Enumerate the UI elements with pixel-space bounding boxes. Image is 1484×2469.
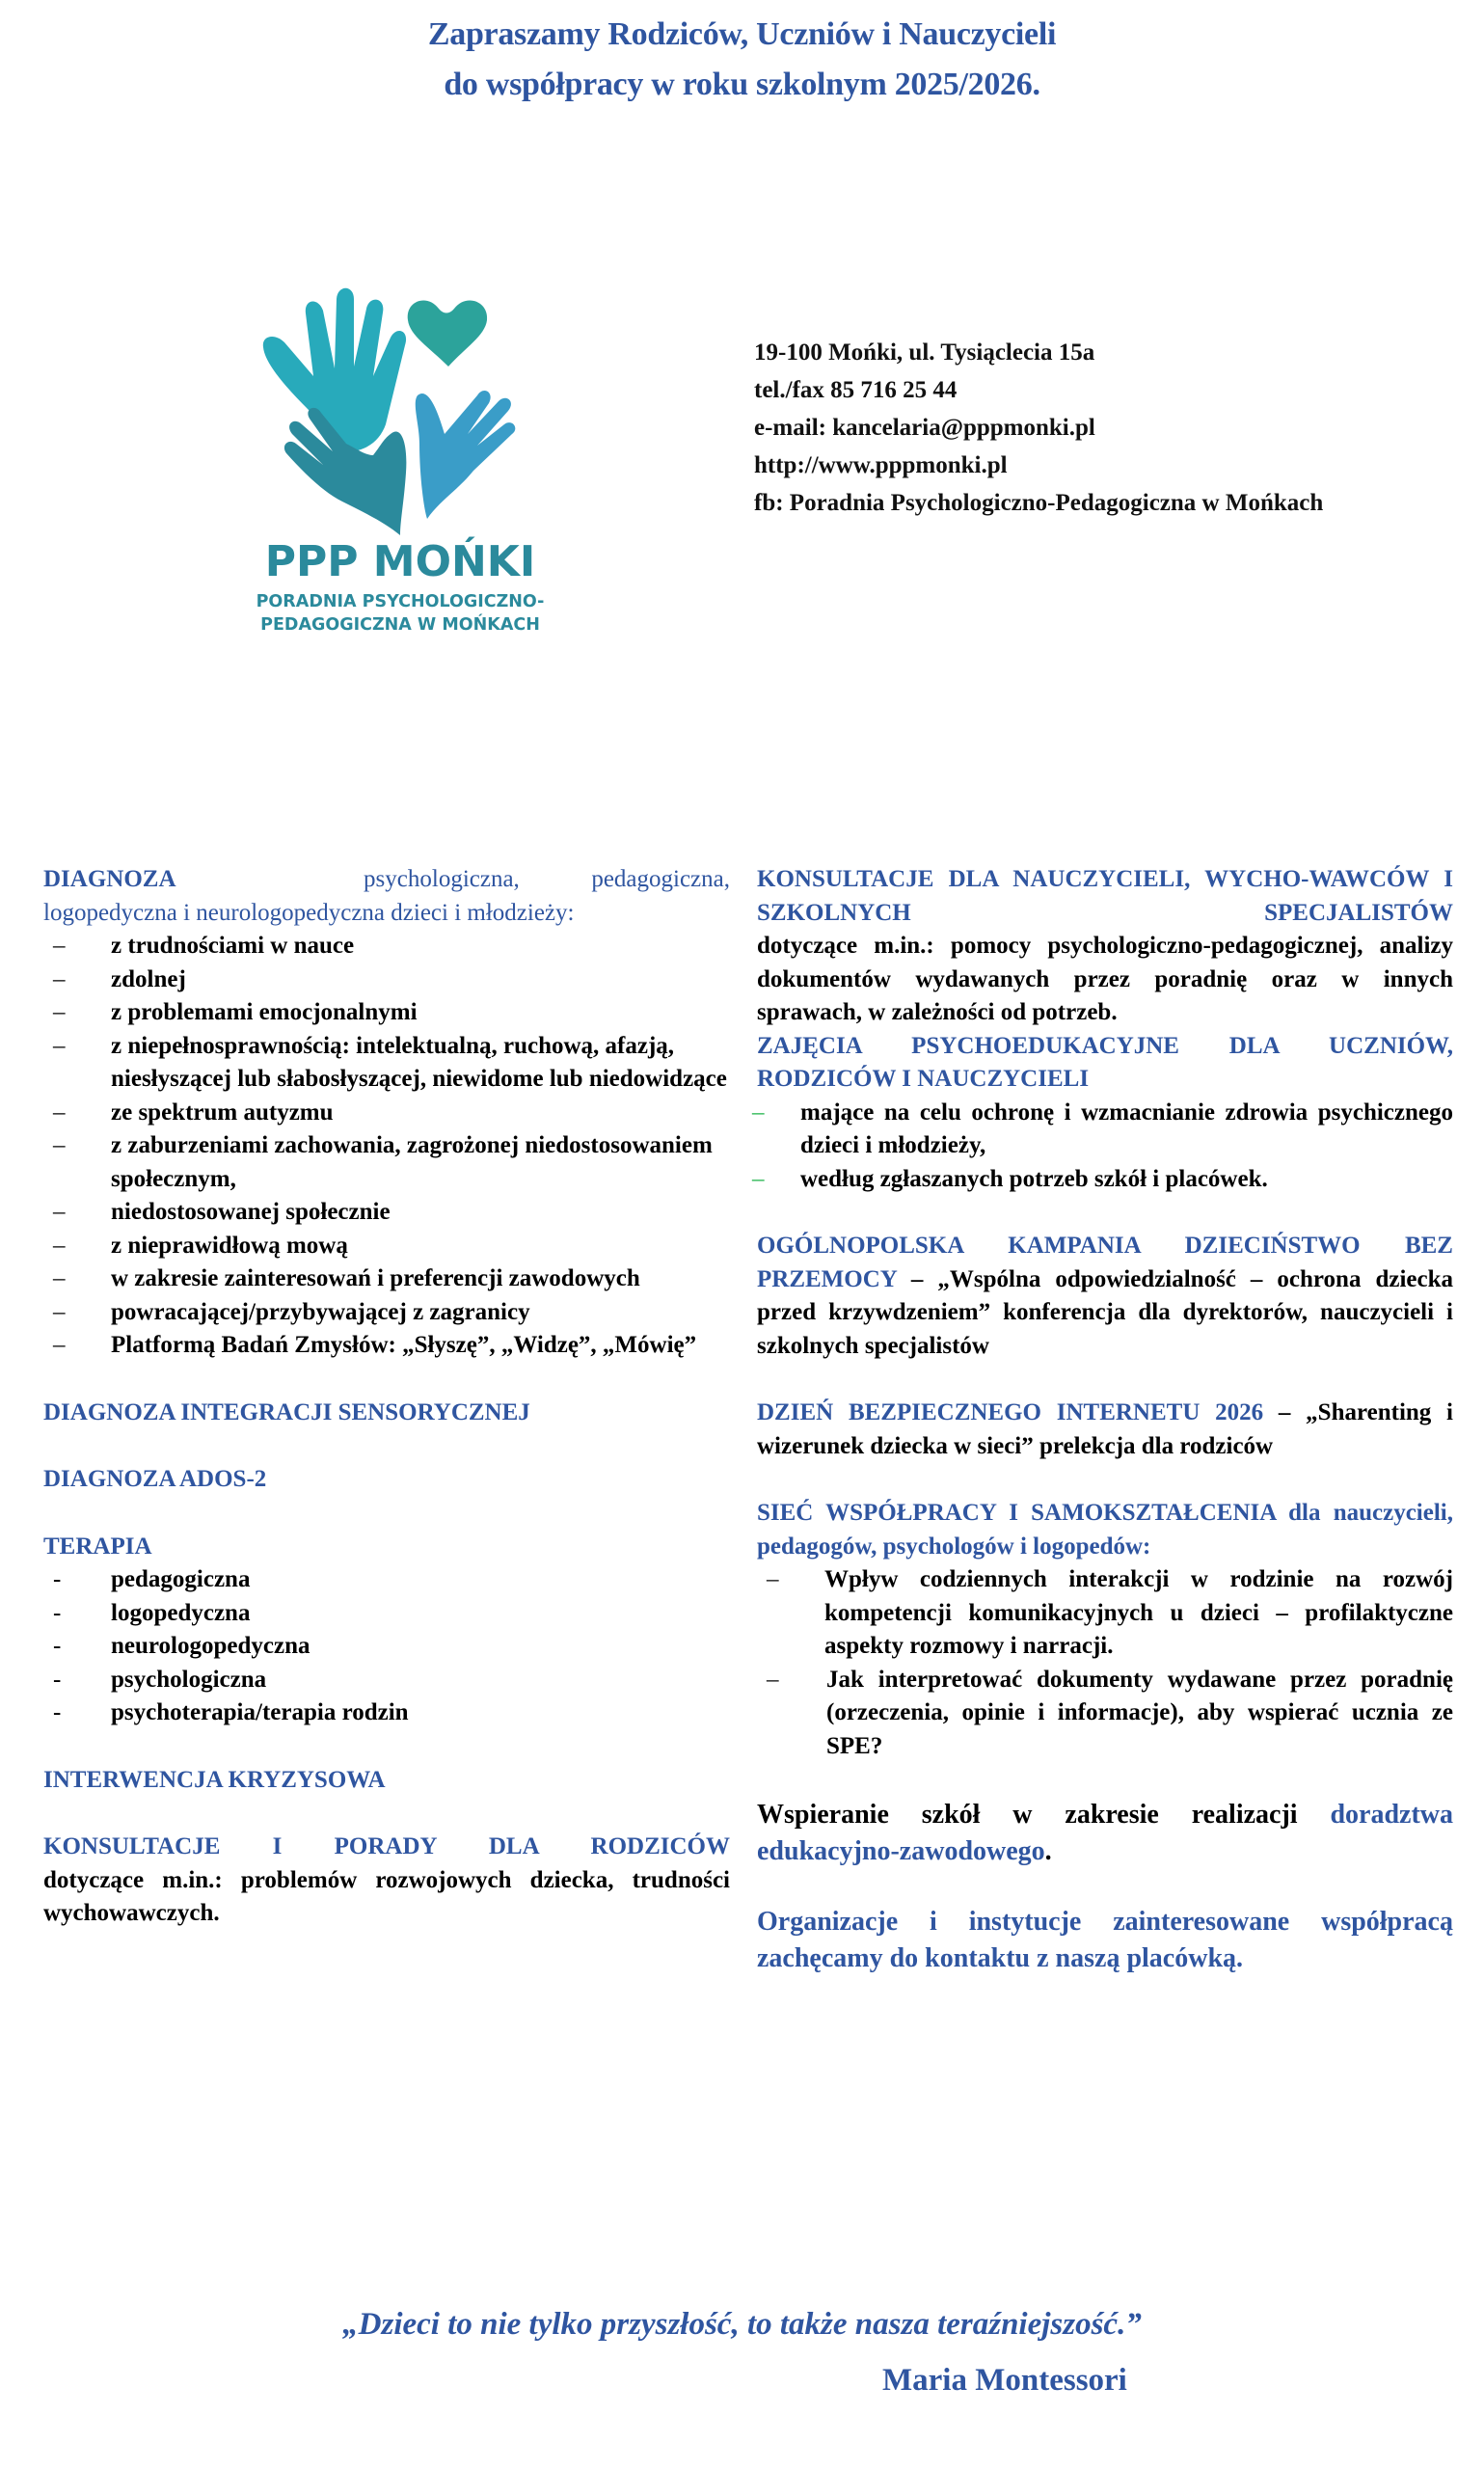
network-list xyxy=(757,1563,1453,1763)
right-column xyxy=(752,863,1453,1977)
network-heading: SIEĆ WSPÓŁPRACY I SAMOKSZTAŁCENIA xyxy=(757,1500,1276,1526)
career-end: . xyxy=(1044,1836,1052,1866)
contact-website[interactable]: http://www.pppmonki.pl xyxy=(754,452,1008,478)
list-item: – ze spektrum autyzmu xyxy=(53,1099,334,1126)
list-item: – według zgłaszanych potrzeb szkół i placówek. xyxy=(752,1165,1268,1192)
quote-author: Maria Montessori xyxy=(882,2363,1127,2398)
heart-icon xyxy=(408,300,487,366)
list-item: – niedostosowanej społecznie xyxy=(53,1199,391,1225)
page-title xyxy=(0,10,1484,110)
network-paragraph xyxy=(757,1497,1453,1563)
list-item: – z nieprawidłową mową xyxy=(53,1232,348,1259)
left-column xyxy=(43,863,730,1931)
campaign-heading: OGÓLNOPOLSKA KAMPANIA DZIECIŃSTWO BEZ PRZEMOCY xyxy=(757,1233,1453,1292)
psychoedu-list xyxy=(752,1097,1453,1197)
list-item: - logopedyczna xyxy=(53,1599,251,1626)
list-item: - psychologiczna xyxy=(53,1666,267,1693)
logo-subtitle xyxy=(217,590,583,637)
list-item: – z niepełnosprawnością: intelektualną, ruchową, afazją, niesłyszącej lub słabosłyszącej, niewidome lub niedowidzące xyxy=(53,1032,727,1092)
list-item: - pedagogiczna xyxy=(53,1566,251,1592)
organizations-paragraph: Organizacje i instytucje zainteresowane współpracą zachęcamy do kontaktu z naszą placówką. xyxy=(757,1907,1453,1973)
hands-heart-logo-icon xyxy=(246,280,554,540)
terapia-list xyxy=(43,1563,730,1730)
list-item: – Wpływ codziennych interakcji w rodzinie na rozwój kompetencji komunikacyjnych u dzieci – profilaktyczne aspekty rozmowy i narracji. xyxy=(767,1566,1453,1659)
ppp-monki-logo xyxy=(217,280,583,646)
internet-day-text: – „Sharenting i wizerunek dziecka w sieci” prelekcja dla rodziców xyxy=(757,1399,1453,1459)
si-heading: DIAGNOZA INTEGRACJI SENSORYCZNEJ xyxy=(43,1398,530,1425)
contact-email[interactable]: e-mail: kancelaria@pppmonki.pl xyxy=(754,415,1095,441)
contact-phone: tel./fax 85 716 25 44 xyxy=(754,377,958,403)
title-line-2: do współpracy w roku szkolnym 2025/2026. xyxy=(444,67,1040,102)
list-item: – zdolnej xyxy=(53,965,186,992)
internet-day-heading: DZIEŃ BEZPIECZNEGO INTERNETU 2026 xyxy=(757,1399,1264,1425)
list-item: – w zakresie zainteresowań i preferencji zawodowych xyxy=(53,1265,640,1291)
teachers-heading: KONSULTACJE DLA NAUCZYCIELI, WYCHO-WAWCÓW I SZKOLNYCH SPECJALISTÓW xyxy=(757,866,1453,926)
list-item: – Platformą Badań Zmysłów: „Słyszę”, „Widzę”, „Mówię” xyxy=(53,1332,697,1358)
psychoedu-heading: ZAJĘCIA PSYCHOEDUKACYJNE DLA UCZNIÓW, RODZICÓW I NAUCZYCIELI xyxy=(757,1032,1453,1092)
list-item: – Jak interpretować dokumenty wydawane przez poradnię (orzeczenia, opinie i informacje), aby wspierać ucznia ze SPE? xyxy=(767,1666,1453,1759)
ados-heading: DIAGNOZA ADOS-2 xyxy=(43,1466,267,1492)
network-heading-suffix: dla nauczycieli, pedagogów, psychologów i logopedów: xyxy=(757,1500,1453,1560)
campaign-paragraph xyxy=(757,1230,1453,1363)
diagnoza-list xyxy=(43,930,730,1363)
career-highlight: doradztwa edukacyjno-zawodowego xyxy=(757,1800,1453,1866)
quote: „Dzieci to nie tylko przyszłość, to także nasza teraźniejszość.” xyxy=(342,2307,1142,2342)
contact-block xyxy=(754,334,1323,522)
logo-name: PPP MOŃKI xyxy=(264,537,536,586)
list-item: – powracającej/przybywającej z zagranicy xyxy=(53,1298,530,1325)
diagnoza-intro xyxy=(43,863,730,930)
campaign-text: – „Wspólna odpowiedzialność – ochrona dziecka przed krzywdzeniem” konferencja dla dyrektorów, nauczycieli i szkolnych specjalistów xyxy=(757,1265,1453,1359)
contact-address: 19-100 Mońki, ul. Tysiąclecia 15a xyxy=(754,339,1095,366)
hand-top-icon xyxy=(263,288,406,452)
contact-facebook[interactable]: fb: Poradnia Psychologiczno-Pedagogiczna w Mońkach xyxy=(754,490,1324,516)
parents-heading: KONSULTACJE I PORADY DLA RODZICÓW xyxy=(43,1833,730,1859)
crisis-heading: INTERWENCJA KRYZYSOWA xyxy=(43,1766,386,1793)
career-paragraph xyxy=(757,1797,1453,1870)
career-text: Wspieranie szkół w zakresie realizacji xyxy=(757,1800,1331,1830)
teachers-text: dotyczące m.in.: pomocy psychologiczno-pedagogicznej, analizy dokumentów wydawanych przez poradnię oraz w innych sprawach, w zależności od potrzeb. xyxy=(757,933,1453,1025)
hand-right-icon xyxy=(416,391,516,519)
parents-text: dotyczące m.in.: problemów rozwojowych dziecka, trudności wychowawczych. xyxy=(43,1866,730,1926)
internet-day-paragraph xyxy=(757,1397,1453,1463)
title-line-1: Zapraszamy Rodziców, Uczniów i Nauczycieli xyxy=(427,16,1057,52)
list-item: – z problemami emocjonalnymi xyxy=(53,999,418,1025)
list-item: – z zaburzeniami zachowania, zagrożonej niedostosowaniem społecznym, xyxy=(53,1132,713,1192)
logo-subtitle-line-1: PORADNIA PSYCHOLOGICZNO- xyxy=(256,592,545,611)
list-item: – mające na celu ochronę i wzmacnianie zdrowia psychicznego dzieci i młodzieży, xyxy=(752,1099,1453,1158)
diagnoza-intro-text: psychologiczna, pedagogiczna, logopedyczna i neurologopedyczna dzieci i młodzieży: xyxy=(43,866,731,926)
terapia-heading: TERAPIA xyxy=(43,1533,152,1560)
list-item: – z trudnościami w nauce xyxy=(53,933,355,959)
list-item: - neurologopedyczna xyxy=(53,1633,310,1659)
list-item: - psychoterapia/terapia rodzin xyxy=(53,1699,409,1725)
logo-subtitle-line-2: PEDAGOGICZNA W MOŃKACH xyxy=(260,615,540,635)
diagnoza-heading: DIAGNOZA xyxy=(43,866,176,892)
